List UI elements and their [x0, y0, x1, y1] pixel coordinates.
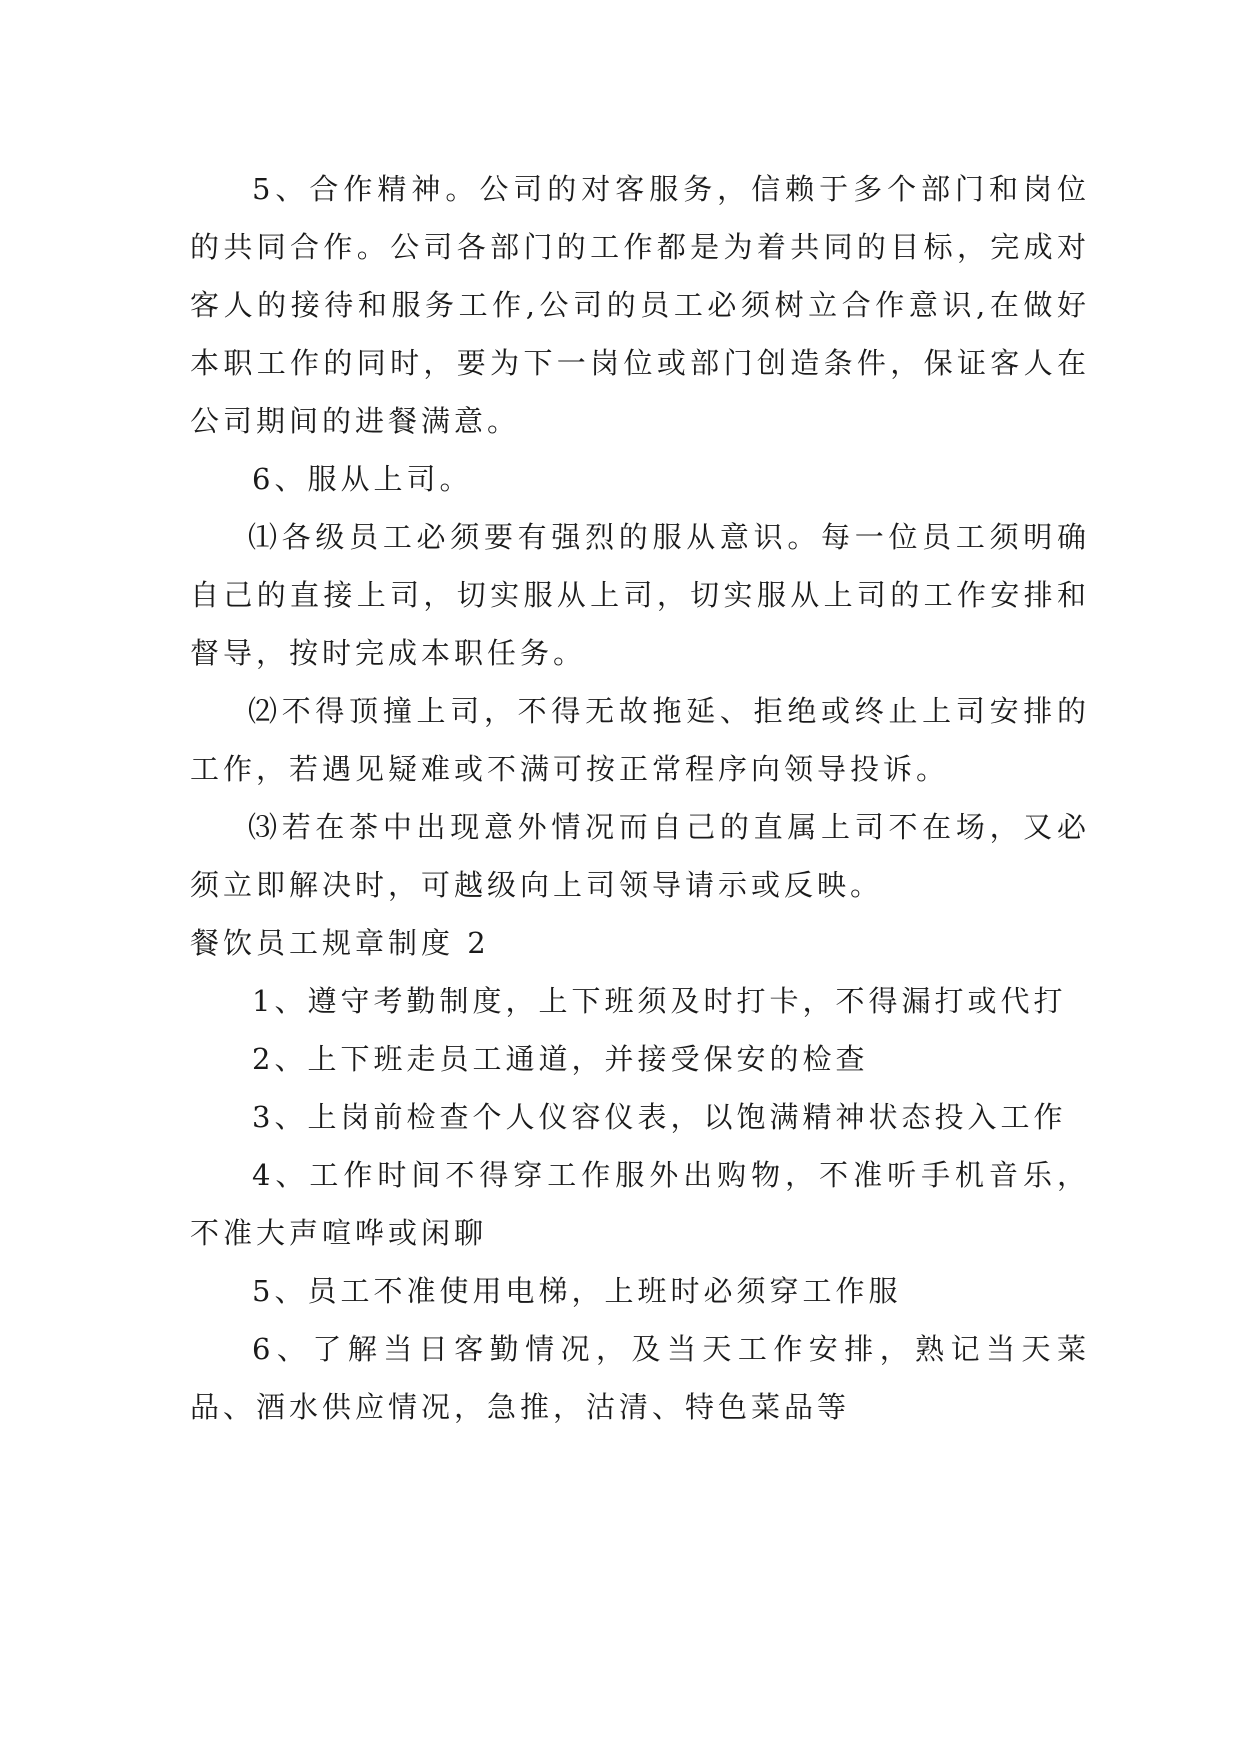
rule-item-5: 5、员工不准使用电梯，上班时必须穿工作服 — [252, 1274, 902, 1308]
rule-item-3: 3、上岗前检查个人仪容仪表，以饱满精神状态投入工作 — [252, 1100, 1067, 1134]
paragraph-obey-item-2: ⑵不得顶撞上司，不得无故拖延、拒绝或终止上司安排的工作，若遇见疑难或不满可按正常程序向领导投诉。 — [190, 694, 1090, 786]
rule-item-1: 1、遵守考勤制度，上下班须及时打卡，不得漏打或代打 — [252, 984, 1067, 1018]
paragraph-obey-superior: 6、服从上司。 — [252, 462, 473, 496]
paragraph-cooperation: 5、合作精神。公司的对客服务，信赖于多个部门和岗位的共同合作。公司各部门的工作都是为着共同的目标，完成对客人的接待和服务工作,公司的员工必须树立合作意识,在做好本职工作的同时，要为下一岗位或部门创造条件，保证客人在公司期间的进餐满意。 — [190, 172, 1090, 438]
paragraph-obey-item-3: ⑶若在茶中出现意外情况而自己的直属上司不在场，又必须立即解决时，可越级向上司领导请示或反映。 — [190, 810, 1090, 902]
rule-item-2: 2、上下班走员工通道，并接受保安的检查 — [252, 1042, 869, 1076]
paragraph-obey-item-1: ⑴各级员工必须要有强烈的服从意识。每一位员工须明确自己的直接上司，切实服从上司，切实服从上司的工作安排和督导，按时完成本职任务。 — [190, 520, 1090, 670]
rule-item-4: 4、工作时间不得穿工作服外出购物，不准听手机音乐，不准大声喧哗或闲聊 — [190, 1158, 1090, 1250]
section-heading: 餐饮员工规章制度 2 — [190, 926, 490, 960]
document-body — [190, 160, 1090, 1436]
rule-item-6: 6、了解当日客勤情况，及当天工作安排，熟记当天菜品、酒水供应情况，急推，沽清、特色菜品等 — [190, 1332, 1090, 1424]
